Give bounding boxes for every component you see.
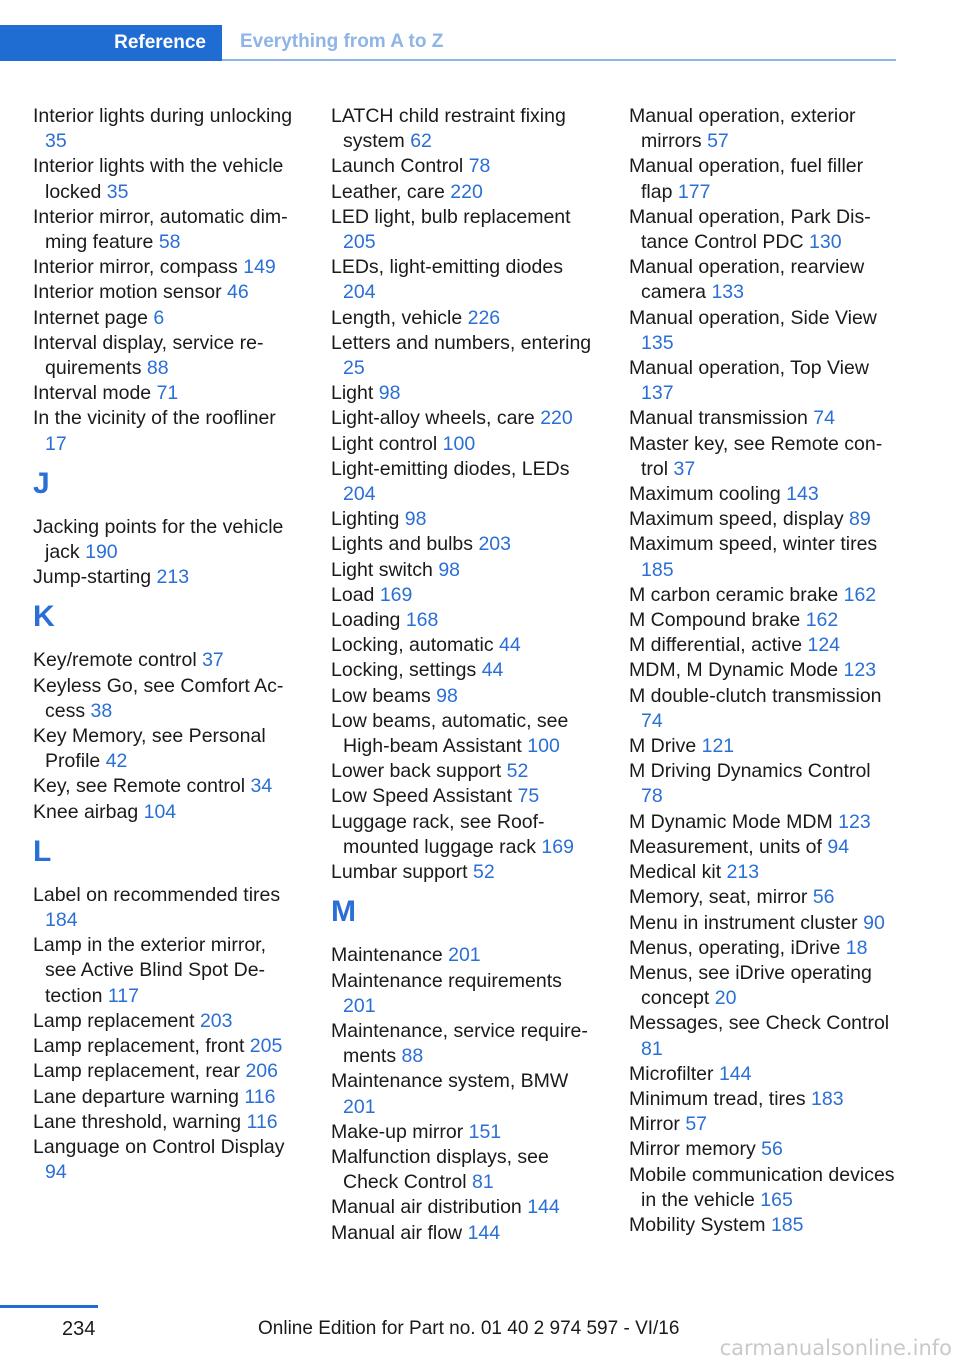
section-tab-reference[interactable]: Reference [0, 25, 222, 61]
watermark: carmanualsonline.info [719, 1336, 952, 1360]
page-link[interactable]: 220 [540, 407, 573, 430]
page-link[interactable]: 35 [106, 180, 129, 203]
index-entry-text: Maintenance [331, 944, 443, 967]
index-entry [629, 608, 897, 633]
index-entry-text: Locking, automatic [331, 634, 494, 657]
page-link[interactable]: 220 [450, 180, 483, 203]
index-entry-text: Low beams [331, 684, 431, 707]
index-entry [33, 648, 301, 673]
page-link[interactable]: 203 [199, 1009, 233, 1032]
index-entry-text: Manual air distribution [331, 1196, 522, 1219]
page-link[interactable]: 37 [202, 649, 224, 672]
index-entry [33, 1034, 301, 1059]
index-entry-text: Master key, see Remote control [629, 432, 883, 480]
page-link[interactable]: 169 [379, 583, 413, 606]
index-entry-text: Manual operation, Park Distance Control PDC [629, 205, 871, 254]
index-entry [629, 507, 897, 532]
index-entry-text: M Drive [629, 735, 697, 758]
footer-rule [0, 1305, 98, 1308]
index-entry-text: M Compound brake [629, 609, 801, 632]
index-entry-text: Length, vehicle [331, 306, 463, 329]
page-link[interactable]: 144 [718, 1062, 752, 1085]
page-link[interactable]: 44 [499, 634, 521, 657]
page-link[interactable]: 204 [343, 483, 376, 506]
index-entry [33, 1059, 301, 1084]
index-entry-text: Maximum speed, display [629, 508, 844, 531]
index-entry-text: Manual operation, fuel filler flap [629, 155, 864, 203]
index-entry-text: Light [331, 382, 374, 405]
page-link[interactable]: 165 [760, 1188, 793, 1211]
index-entry-text: Interval mode [33, 382, 152, 405]
page-link[interactable]: 78 [468, 155, 491, 178]
index-letter-heading: J [33, 466, 50, 500]
index-entry-text: Letters and numbers, entering [331, 331, 592, 354]
index-entry [33, 800, 301, 825]
index-entry [331, 154, 599, 179]
index-entry [629, 1137, 897, 1162]
index-entry [629, 1112, 897, 1137]
index-entry-text: Make-up mirror [331, 1120, 464, 1143]
index-entry [629, 860, 897, 885]
index-entry [331, 658, 599, 683]
index-entry-text: Lower back support [331, 760, 502, 783]
index-entry [331, 860, 599, 885]
index-column-2 [331, 104, 599, 1246]
page-link[interactable]: 169 [541, 835, 574, 858]
index-entry [331, 1019, 599, 1069]
index-entry [331, 583, 599, 608]
index-entry-text: Interior lights with the vehicle locked [33, 155, 284, 203]
index-entry [629, 658, 897, 683]
page-link[interactable]: 56 [812, 886, 835, 909]
index-entry-text: Lights and bulbs [331, 533, 474, 556]
page-link[interactable]: 144 [527, 1196, 560, 1219]
index-entry-text: Maximum cooling [629, 483, 781, 506]
page-link[interactable]: 100 [527, 735, 560, 758]
index-entry [33, 406, 301, 456]
index-entry-text: Interior lights during unlocking [33, 105, 293, 127]
page-link[interactable]: 144 [467, 1221, 501, 1244]
index-entry-text: Mirror memory [629, 1138, 756, 1161]
index-entry-text: Minimum tread, tires [629, 1087, 806, 1110]
index-entry-text: Malfunction displays, see Check Control [331, 1145, 549, 1194]
index-entry [33, 205, 301, 255]
index-entry-text: Microfilter [629, 1062, 714, 1085]
page-link[interactable]: 88 [146, 357, 169, 380]
page-link[interactable]: 34 [250, 775, 273, 798]
page-link[interactable]: 184 [45, 909, 78, 932]
page-link[interactable]: 20 [714, 987, 737, 1010]
index-entry [331, 1145, 599, 1195]
index-entry-text: Key Memory, see Personal Profile [33, 725, 266, 773]
page-link[interactable]: 137 [641, 382, 674, 405]
index-entry-text: Jump-starting [33, 566, 152, 589]
index-entry [629, 482, 897, 507]
page-link[interactable]: 52 [473, 861, 495, 884]
index-entry-text: Maximum speed, winter tires [629, 533, 878, 556]
index-entry [629, 936, 897, 961]
index-entry [331, 432, 599, 457]
index-entry [33, 381, 301, 406]
index-entry [629, 406, 897, 431]
index-entry [33, 1135, 301, 1185]
index-entry [629, 154, 897, 204]
index-entry [629, 1213, 897, 1238]
index-entry-text: Memory, seat, mirror [629, 886, 808, 909]
page-link[interactable]: 116 [246, 1110, 278, 1133]
page-link[interactable]: 56 [761, 1138, 783, 1161]
page-link[interactable]: 78 [641, 785, 663, 808]
index-entry-text: Keyless Go, see Comfort Access [33, 674, 284, 722]
page-link[interactable]: 205 [343, 231, 376, 254]
index-entry-text: Mirror [629, 1113, 680, 1136]
index-entry-text: MDM, M Dynamic Mode [629, 659, 839, 682]
page-link[interactable]: 88 [401, 1045, 424, 1068]
page-link[interactable]: 94 [827, 835, 850, 858]
index-entry [331, 381, 599, 406]
index-entry-text: Manual transmission [629, 407, 808, 430]
page-link[interactable]: 94 [45, 1161, 67, 1184]
index-entry-text: Menus, see iDrive operating concept [629, 961, 872, 1010]
page-link[interactable]: 6 [153, 306, 165, 329]
index-entry-text: LEDs, light-emitting diodes [331, 256, 563, 279]
index-entry-text: Manual operation, exterior mirrors [629, 105, 856, 153]
page-link[interactable]: 149 [243, 256, 276, 279]
index-entry [629, 104, 897, 154]
page-link[interactable]: 185 [770, 1213, 804, 1236]
index-entry-text: Measurement, units of [629, 835, 822, 858]
index-entry [629, 255, 897, 305]
section-title-tab[interactable]: Everything from A to Z [222, 25, 896, 61]
index-entry-text: M Driving Dynamics Control [629, 760, 871, 783]
index-entry [331, 943, 599, 968]
page-link[interactable]: 100 [442, 432, 476, 455]
index-entry-text: Jacking points for the vehicle jack [33, 515, 284, 564]
index-entry-text: Maintenance, service requirements [331, 1019, 588, 1068]
index-entry [33, 933, 301, 1009]
page-link[interactable]: 168 [405, 609, 439, 632]
index-entry-text: Lamp replacement, rear [33, 1060, 241, 1083]
page-link[interactable]: 130 [809, 231, 842, 254]
index-entry-text: Manual operation, Top View [629, 357, 869, 380]
index-entry [629, 306, 897, 356]
index-entry [629, 205, 897, 255]
index-entry-text: M Dynamic Mode MDM [629, 810, 833, 833]
page-link[interactable]: 203 [478, 533, 511, 556]
index-entry [331, 457, 599, 507]
index-entry-text: Interior mirror, automatic dimming feature [33, 205, 288, 254]
page-link[interactable]: 183 [811, 1087, 844, 1110]
page-link[interactable]: 52 [506, 760, 529, 783]
index-entry [331, 1221, 599, 1246]
index-entry [33, 331, 301, 381]
index-entry-text: Key/remote control [33, 649, 197, 672]
index-entry-text: Low Speed Assistant [331, 785, 513, 808]
page-link[interactable]: 135 [641, 331, 674, 354]
index-entry [331, 684, 599, 709]
page-link[interactable]: 104 [143, 800, 177, 823]
edition-note: Online Edition for Part no. 01 40 2 974 597 - VI/16 [258, 1318, 680, 1339]
index-entry-text: Manual operation, Side View [629, 306, 877, 329]
index-entry-text: Luggage rack, see Roof-mounted luggage rack [331, 810, 545, 858]
index-entry-text: Low beams, automatic, see High-beam Assistant [331, 709, 569, 758]
index-entry-text: Maintenance requirements [331, 969, 562, 992]
page-link[interactable]: 71 [156, 382, 179, 405]
index-entry [33, 674, 301, 724]
index-entry [331, 784, 599, 809]
index-entry [331, 759, 599, 784]
page-link[interactable]: 143 [786, 483, 819, 506]
index-entry [33, 280, 301, 305]
index-entry [331, 1195, 599, 1220]
page-link[interactable]: 213 [156, 566, 190, 589]
index-entry [33, 565, 301, 590]
page-link[interactable]: 162 [843, 583, 877, 606]
index-entry [331, 633, 599, 658]
index-entry-text: M carbon ceramic brake [629, 583, 839, 606]
index-entry [629, 633, 897, 658]
page-header [0, 0, 960, 62]
index-entry [629, 911, 897, 936]
index-entry [629, 1087, 897, 1112]
index-entry-text: Launch Control [331, 155, 464, 178]
page-link[interactable]: 98 [436, 684, 458, 707]
page-link[interactable]: 18 [845, 936, 868, 959]
page-link[interactable]: 151 [468, 1120, 502, 1143]
index-entry-text: Menu in instrument cluster [629, 911, 858, 934]
index-entry-text: Light control [331, 432, 438, 455]
index-entry-text: Menus, operating, iDrive [629, 936, 841, 959]
page-link[interactable]: 38 [90, 699, 113, 722]
index-entry [33, 154, 301, 204]
page-link[interactable]: 185 [641, 558, 674, 581]
index-entry-text: Loading [331, 609, 401, 632]
index-entry [331, 255, 599, 305]
index-entry-text: Maintenance system, BMW [331, 1070, 569, 1093]
index-entry [629, 532, 897, 582]
page-link[interactable]: 89 [849, 508, 871, 531]
index-entry [629, 1011, 897, 1061]
index-entry-text: Mobile communication devices in the vehicle [629, 1163, 895, 1211]
page-link[interactable]: 162 [805, 609, 839, 632]
index-entry-text: Light switch [331, 558, 433, 581]
index-entry [629, 1062, 897, 1087]
index-entry [629, 1163, 897, 1213]
index-entry [629, 759, 897, 809]
page-link[interactable]: 206 [245, 1060, 278, 1083]
page-link[interactable]: 201 [343, 994, 376, 1017]
index-entry [331, 306, 599, 331]
page-link[interactable]: 201 [448, 944, 481, 967]
index-entry [331, 1069, 599, 1119]
index-letter-heading: L [33, 834, 52, 868]
page-link[interactable]: 25 [343, 357, 365, 380]
index-entry [629, 961, 897, 1011]
page-link[interactable]: 46 [227, 281, 249, 304]
index-entry-text: Lamp replacement [33, 1009, 195, 1032]
index-entry [629, 684, 897, 734]
index-column-3 [629, 104, 897, 1238]
index-entry-text: Lane departure warning [33, 1085, 239, 1108]
page-link[interactable]: 201 [343, 1095, 376, 1118]
index-entry-text: Interior mirror, compass [33, 256, 238, 279]
page-link[interactable]: 44 [481, 659, 504, 682]
page-link[interactable]: 117 [107, 984, 139, 1007]
page-link[interactable]: 90 [863, 911, 885, 934]
index-entry [331, 331, 599, 381]
index-entry-text: LATCH child restraint fixing system [331, 105, 566, 153]
index-entry [331, 180, 599, 205]
index-entry [331, 205, 599, 255]
index-entry [629, 835, 897, 860]
index-entry-text: Light-alloy wheels, care [331, 407, 535, 430]
page-link[interactable]: 58 [158, 231, 181, 254]
index-entry-text: Lumbar support [331, 861, 468, 884]
index-entry [331, 608, 599, 633]
index-entry [33, 515, 301, 565]
index-entry [33, 255, 301, 280]
index-entry [331, 810, 599, 860]
index-entry-text: Lamp in the exterior mirror, see Active Blind Spot Detection [33, 934, 267, 1007]
index-entry [629, 885, 897, 910]
page-link[interactable]: 124 [807, 634, 841, 657]
index-entry [33, 104, 301, 154]
page-link[interactable]: 74 [813, 407, 835, 430]
index-entry [33, 724, 301, 774]
index-entry-text: Key, see Remote control [33, 775, 246, 798]
index-entry [331, 709, 599, 759]
page-link[interactable]: 98 [378, 382, 401, 405]
index-entry [331, 969, 599, 1019]
page-link[interactable]: 81 [641, 1037, 663, 1060]
index-entry-text: Medical kit [629, 861, 722, 884]
index-entry-text: Language on Control Display [33, 1135, 285, 1158]
page-link[interactable]: 81 [471, 1171, 494, 1194]
index-entry [629, 432, 897, 482]
index-letter-heading: K [33, 600, 55, 634]
index-entry [33, 306, 301, 331]
page-link[interactable]: 75 [517, 785, 540, 808]
page-link[interactable]: 62 [410, 130, 432, 153]
page-link[interactable]: 123 [843, 659, 877, 682]
page-link[interactable]: 98 [438, 558, 461, 581]
index-entry [331, 507, 599, 532]
index-entry-text: Manual air flow [331, 1221, 463, 1244]
page-link[interactable]: 133 [711, 281, 744, 304]
index-entry [33, 1009, 301, 1034]
index-entry [629, 583, 897, 608]
page-link[interactable]: 17 [45, 432, 67, 455]
page-link[interactable]: 57 [707, 130, 729, 153]
index-entry-text: Lamp replacement, front [33, 1035, 245, 1058]
index-column-1 [33, 104, 301, 1185]
index-entry [331, 406, 599, 431]
index-entry-text: M differential, active [629, 634, 803, 657]
page-link[interactable]: 116 [244, 1085, 276, 1108]
page-link[interactable]: 57 [685, 1113, 708, 1136]
index-entry-text: Interior motion sensor [33, 281, 222, 304]
index-entry [331, 532, 599, 557]
index-entry-text: Messages, see Check Control [629, 1012, 890, 1035]
page-number: 234 [62, 1318, 96, 1340]
index-entry-text: Manual operation, rearview camera [629, 256, 865, 304]
index-letter-heading: M [331, 895, 356, 929]
page-link[interactable]: 123 [838, 810, 871, 833]
index-entry-text: Load [331, 583, 375, 606]
page-link[interactable]: 226 [467, 306, 501, 329]
index-entry [33, 774, 301, 799]
index-entry [629, 810, 897, 835]
page-link[interactable]: 205 [249, 1035, 283, 1058]
index-entry [331, 104, 599, 154]
index-entry [331, 1120, 599, 1145]
index-entry-text: In the vicinity of the roofliner [33, 407, 276, 430]
index-entry-text: Light-emitting diodes, LEDs [331, 457, 570, 480]
index-entry [629, 356, 897, 406]
index-entry [33, 1085, 301, 1110]
index-entry [331, 558, 599, 583]
page-link[interactable]: 35 [45, 130, 67, 153]
page-link[interactable]: 74 [641, 709, 663, 732]
index-entry [629, 734, 897, 759]
page-link[interactable]: 121 [701, 735, 735, 758]
index-entry-text: Internet page [33, 306, 148, 329]
index-entry-text: Knee airbag [33, 800, 139, 823]
page-link[interactable]: 177 [677, 180, 711, 203]
page-link[interactable]: 42 [105, 750, 128, 773]
index-entry-text: Leather, care [331, 180, 445, 203]
page-link[interactable]: 37 [673, 457, 696, 480]
index-entry [33, 883, 301, 933]
index-entry-text: Interval display, service requirements [33, 331, 264, 380]
index-entry-text: Lighting [331, 508, 400, 531]
index-entry-text: Mobility System [629, 1213, 766, 1236]
index-entry-text: LED light, bulb replacement [331, 205, 571, 228]
page-link[interactable]: 213 [726, 861, 760, 884]
page-link[interactable]: 98 [404, 508, 427, 531]
index-entry [33, 1110, 301, 1135]
page-link[interactable]: 190 [85, 541, 118, 564]
index-entry-text: Locking, settings [331, 659, 477, 682]
index-entry-text: Lane threshold, warning [33, 1110, 242, 1133]
page-link[interactable]: 204 [343, 281, 376, 304]
index-entry-text: M double-clutch transmission [629, 684, 882, 707]
index-entry-text: Label on recommended tires [33, 883, 281, 906]
